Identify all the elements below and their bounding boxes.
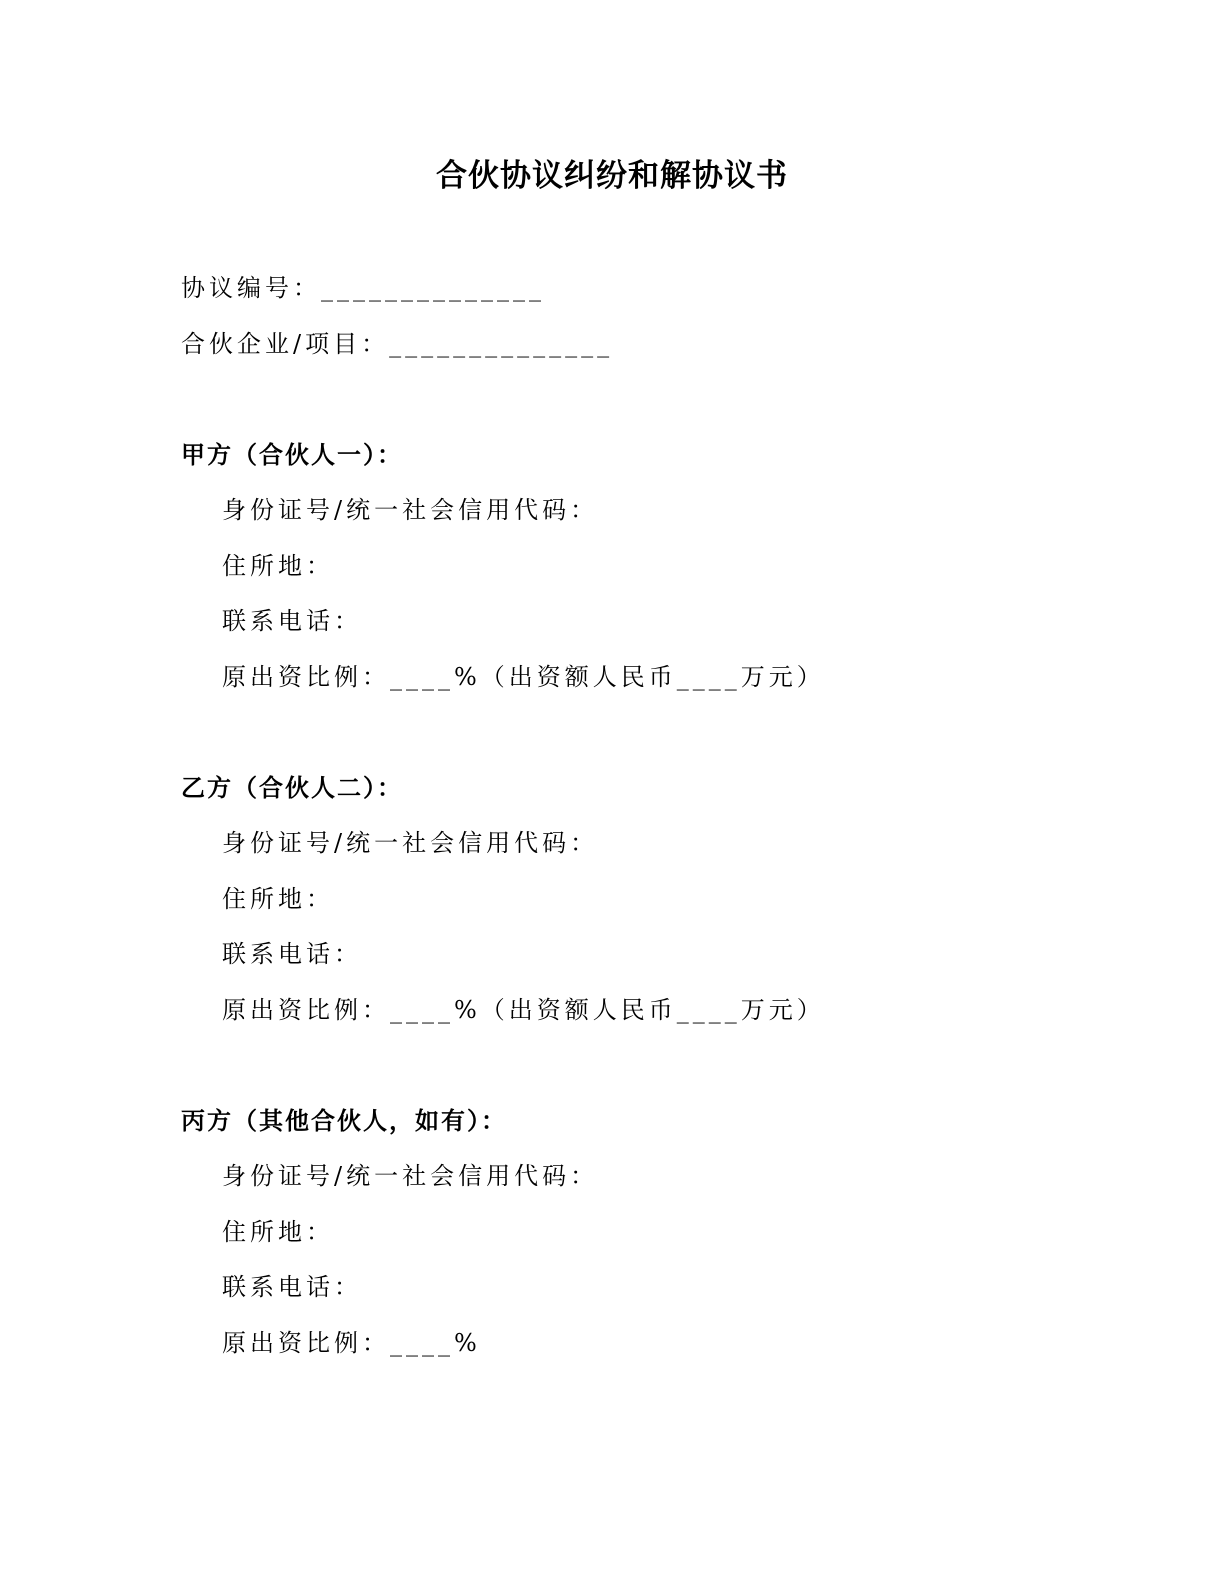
party-c-ratio: 原出资比例：____% [222, 1329, 481, 1357]
party-c-heading: 丙方（其他合伙人，如有）： [181, 1106, 507, 1135]
party-a-ratio: 原出资比例：____%（出资额人民币____万元） [222, 663, 825, 691]
party-b-phone: 联系电话： [222, 940, 362, 968]
document-title: 合伙协议纠纷和解协议书 [436, 158, 788, 194]
party-c-id-number: 身份证号/统一社会信用代码： [222, 1162, 599, 1190]
party-c-phone: 联系电话： [222, 1273, 362, 1301]
party-b-ratio: 原出资比例：____%（出资额人民币____万元） [222, 996, 825, 1024]
party-a-id-number: 身份证号/统一社会信用代码： [222, 496, 599, 524]
party-a-address: 住所地： [222, 552, 334, 580]
agreement-number-line: 协议编号：______________ [181, 274, 545, 302]
party-b-id-number: 身份证号/统一社会信用代码： [222, 829, 599, 857]
party-c-address: 住所地： [222, 1218, 334, 1246]
party-a-phone: 联系电话： [222, 607, 362, 635]
party-b-heading: 乙方（合伙人二）： [181, 773, 403, 802]
party-a-heading: 甲方（合伙人一）： [181, 440, 403, 469]
party-b-address: 住所地： [222, 885, 334, 913]
partnership-line: 合伙企业/项目：______________ [181, 330, 614, 358]
